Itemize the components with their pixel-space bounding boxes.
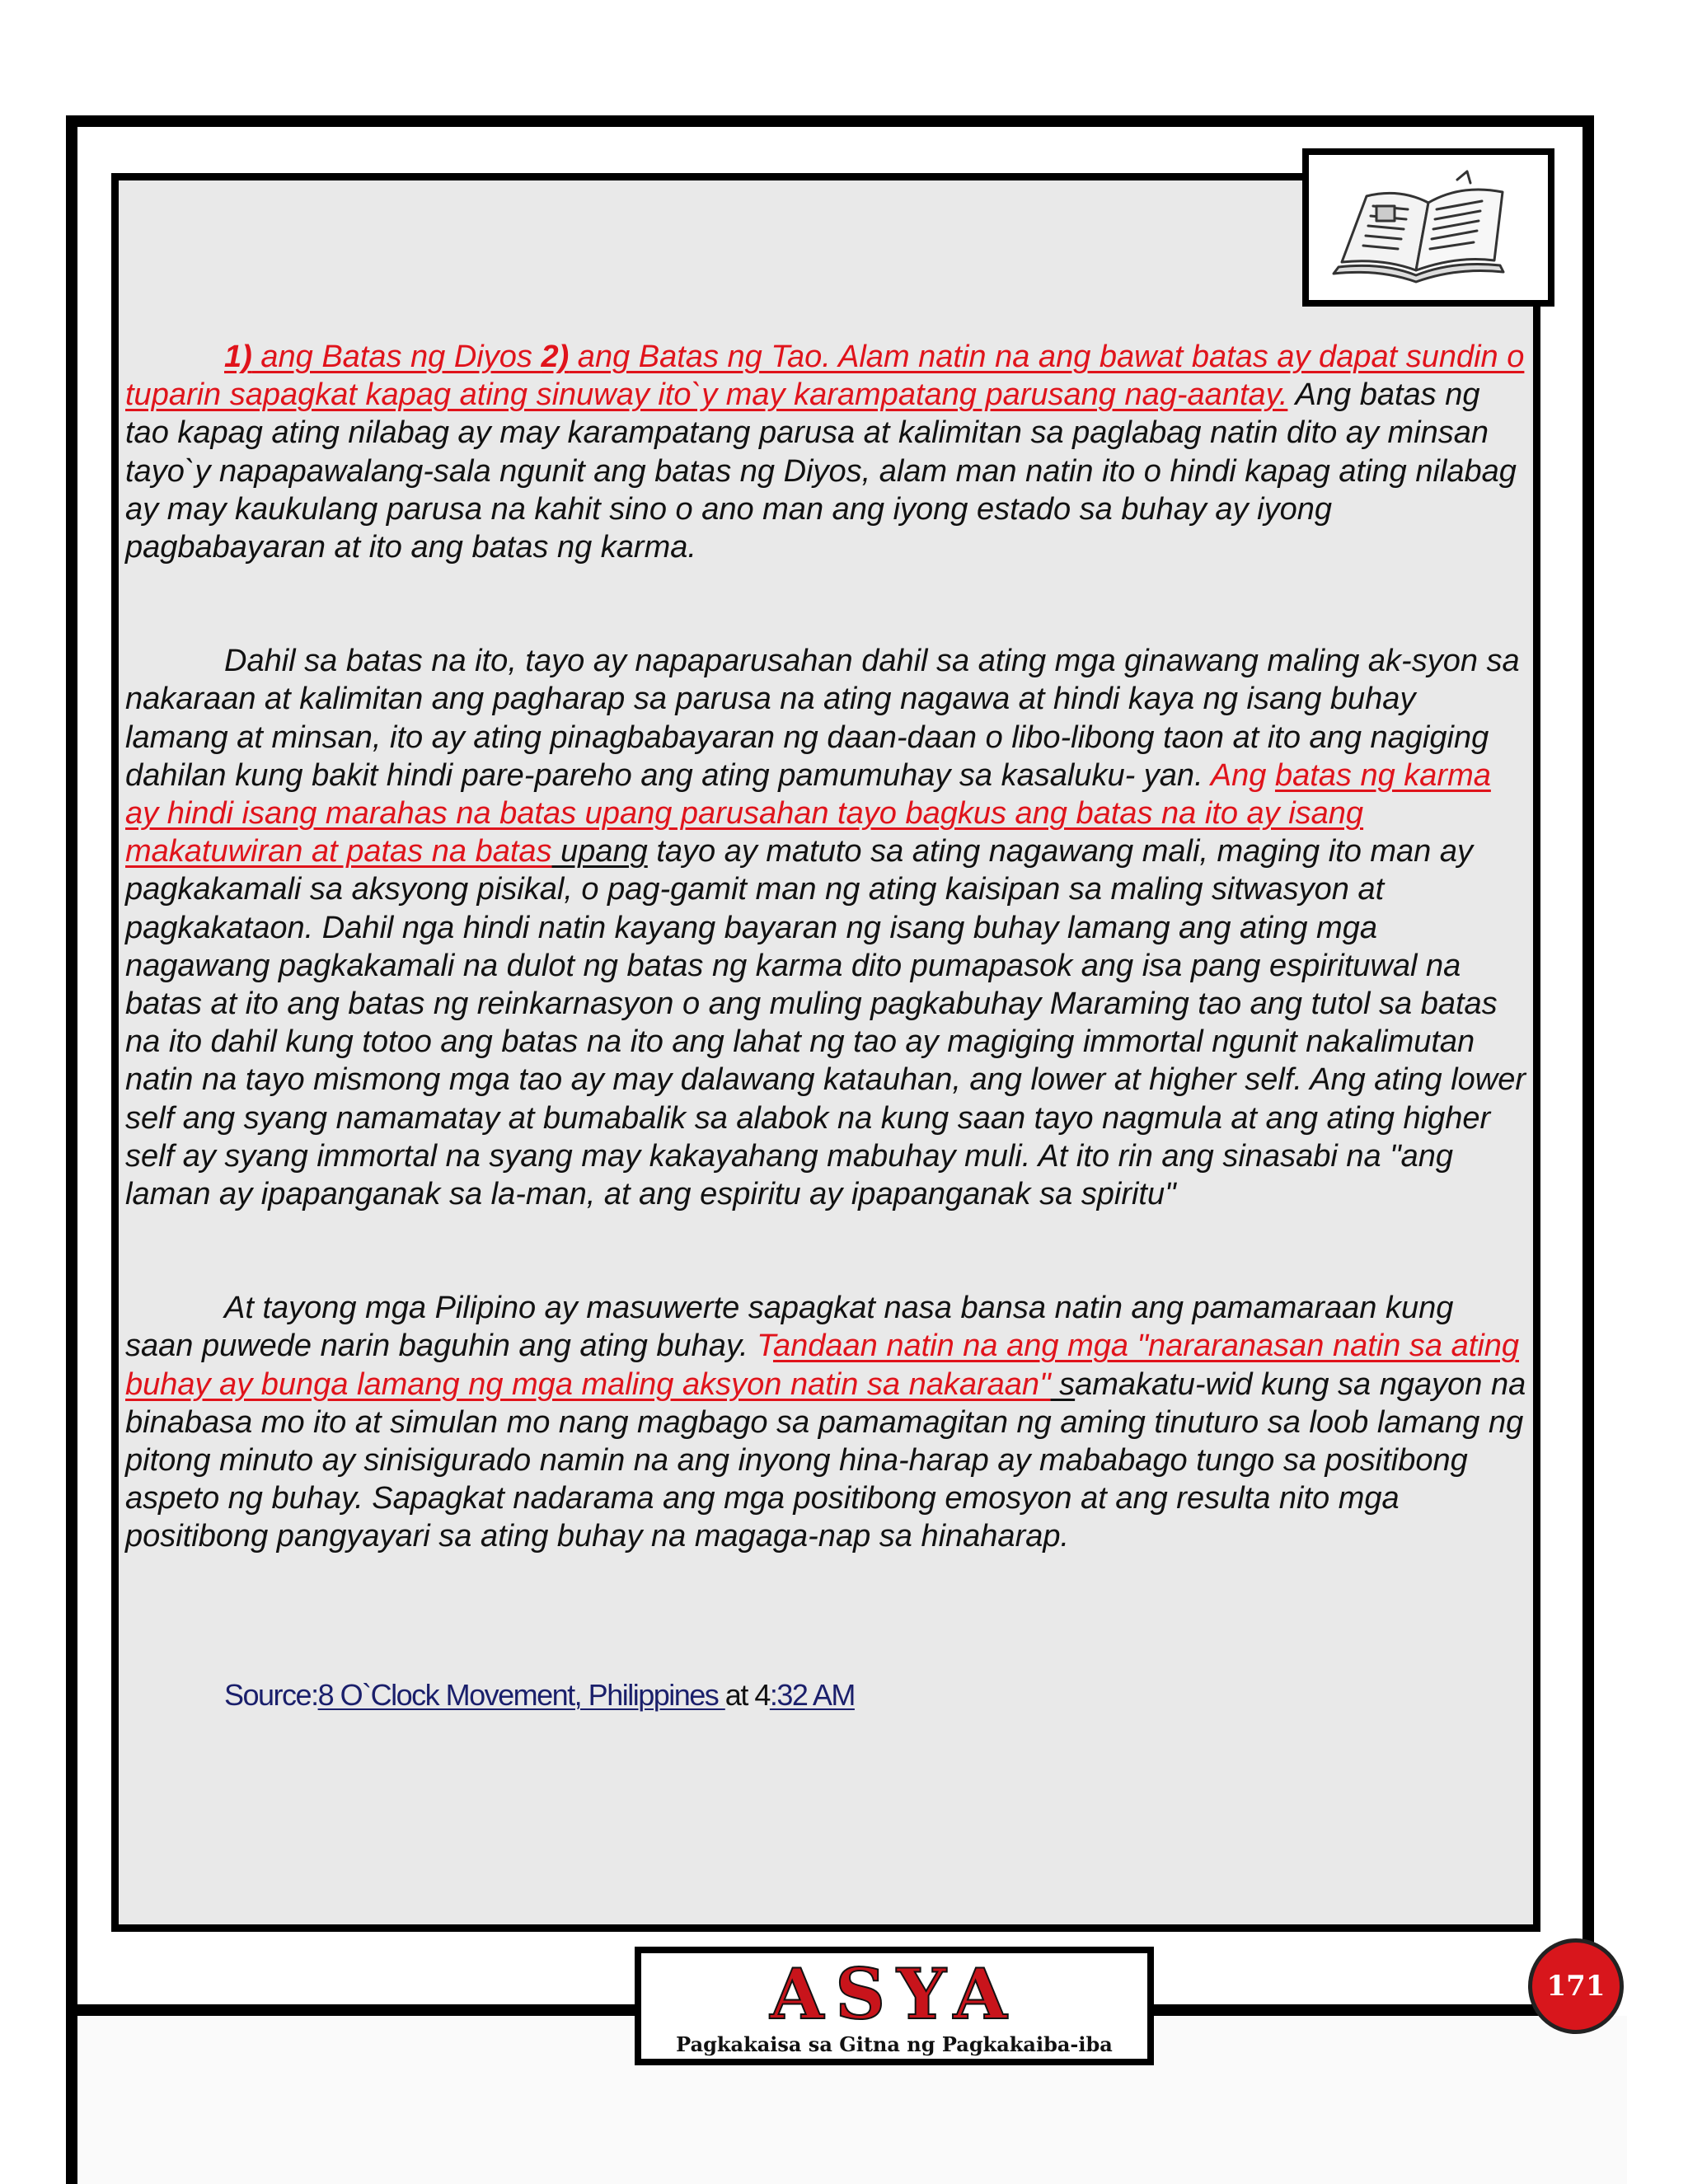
paragraph-text: tayo ay matuto sa ating nagawang mali, maging ito man ay pagkakamali sa aksyong pisikal, o pag-gamit man ng ating kaisipan sa maling sitwasyon at pagkakataon. Dahil nga hindi natin kayang bayaran ng isang buhay lamang ang ating mga nagawang pagkakamali na dulot ng batas ng karma dito pumapasok ang isa pang espirituwal na batas at ito ang batas ng reinkarnasyon o ang muling pagkabuhay Maraming tao ang tutol sa batas na ito dahil kung totoo ang batas na ito ang lahat ng tao ay magiging immortal ngunit nakalimutan natin na tayo mismong mga tao ay may dalawang katauhan, ang lower at higher self. Ang ating lower self ang syang namamatay at bumabalik sa alabok na kung saan tayo nagmula at ang ating higher self ay syang immortal na syang may kakayahang mabuhay muli. At ito rin ang sinasabi na "ang laman ay ipapanganak sa la-man, at ang espiritu ay ipapanganak sa spiritu" bbox=[125, 834, 1526, 1212]
article-text bbox=[125, 338, 1526, 1556]
paragraph-gap bbox=[125, 566, 1526, 642]
logo-tagline: Pagkakaisa sa Gitna ng Pagkakaiba-iba bbox=[676, 2032, 1113, 2056]
underlined-text: upang bbox=[551, 834, 648, 869]
highlight-text: T bbox=[757, 1329, 773, 1364]
paragraph-text: Ang batas ng tao kapag ating nilabag ay may karampatang parusa at kalimitan sa paglabag natin dito ay minsan tayo`y napapawalang-sala ngunit ang batas ng Diyos, alam man natin ito o hindi kapag ating nilabag ay may kaukulang parusa na kahit sino o ano man ang iyong estado sa buhay ay iyong pagbabayaran at ito ang batas ng karma. bbox=[125, 377, 1517, 565]
paragraph-laws bbox=[125, 338, 1526, 566]
paragraph-filipinos bbox=[125, 1289, 1526, 1555]
open-book-drawing bbox=[1309, 155, 1548, 300]
page-frame-right bbox=[1582, 115, 1594, 2027]
open-book-icon bbox=[1302, 148, 1554, 307]
logo-word: ASYA bbox=[770, 1953, 1019, 2035]
source-at: a bbox=[724, 1678, 741, 1712]
page-frame-left bbox=[66, 115, 77, 2184]
page-frame-bottom-right bbox=[1151, 2004, 1594, 2016]
underlined-text: s bbox=[1050, 1366, 1076, 1402]
law-number-1: 1) bbox=[224, 340, 252, 374]
source-time-link[interactable]: :32 AM bbox=[769, 1678, 855, 1712]
highlight-text: ang Batas ng Tao. Alam natin na ang bawat batas ay dapat sundin o tuparin sapagkat kapag ating sinuway ito`y may karampatang parusang nag-aantay. bbox=[125, 340, 1525, 413]
paragraph-text: At tayong mga Pilipino ay masuwerte sapagkat nasa bansa natin ang pamamaraan kung saan puwede narin baguhin ang ating buhay. bbox=[125, 1291, 1454, 1364]
asya-logo bbox=[635, 1947, 1154, 2065]
source-line bbox=[224, 1678, 855, 1713]
law-number-2: 2) bbox=[541, 340, 570, 374]
page-frame-top bbox=[66, 115, 1594, 127]
highlight-text: Ang bbox=[1210, 757, 1275, 793]
page-frame-bottom-left bbox=[66, 2004, 638, 2016]
highlight-text: ang Batas ng Diyos bbox=[251, 340, 542, 374]
highlight-text: andaan natin na ang mga "nararanasan natin sa ating buhay ay bunga lamang ng mga maling aksyon natin sa nakaraan" bbox=[125, 1329, 1520, 1402]
highlight-text: batas ng karma ay hindi isang marahas na batas upang parusahan tayo bagkus ang batas na ito ay isang makatuwiran at patas na batas bbox=[125, 757, 1491, 869]
source-at: t 4 bbox=[740, 1678, 770, 1712]
paragraph-gap bbox=[125, 1213, 1526, 1289]
paragraph-text: Dahil sa batas na ito, tayo ay napaparusahan dahil sa ating mga ginawang maling ak-syon sa nakaraan at kalimitan ang pagharap sa parusa na ating nagawa at hindi kaya ng isang buhay lamang at minsan, ito ay ating pinagbabayaran ng daan-daan o libo-libong taon at ito ang nagiging dahilan kung bakit hindi pare-pareho ang ating pamumuhay sa kasaluku- yan. bbox=[125, 644, 1520, 793]
paragraph-karma bbox=[125, 642, 1526, 1213]
source-link[interactable]: 8 O`Clock Movement, Philippines bbox=[317, 1678, 725, 1712]
paragraph-text: amakatu-wid kung sa ngayon na binabasa mo ito at simulan mo nang magbago sa pamamagitan ng aming tinuturo sa loob lamang ng pitong minuto ay sinisigurado namin na ang inyong hina-harap ay mababago tungo sa positibong aspeto ng buhay. Sapagkat nadarama ang mga positibong emosyon at ang resulta nito mga positibong pangyayari sa ating buhay na magaga-nap sa hinaharap. bbox=[125, 1366, 1526, 1554]
page-number-badge: 171 bbox=[1528, 1938, 1624, 2034]
source-label: Source: bbox=[224, 1678, 318, 1712]
